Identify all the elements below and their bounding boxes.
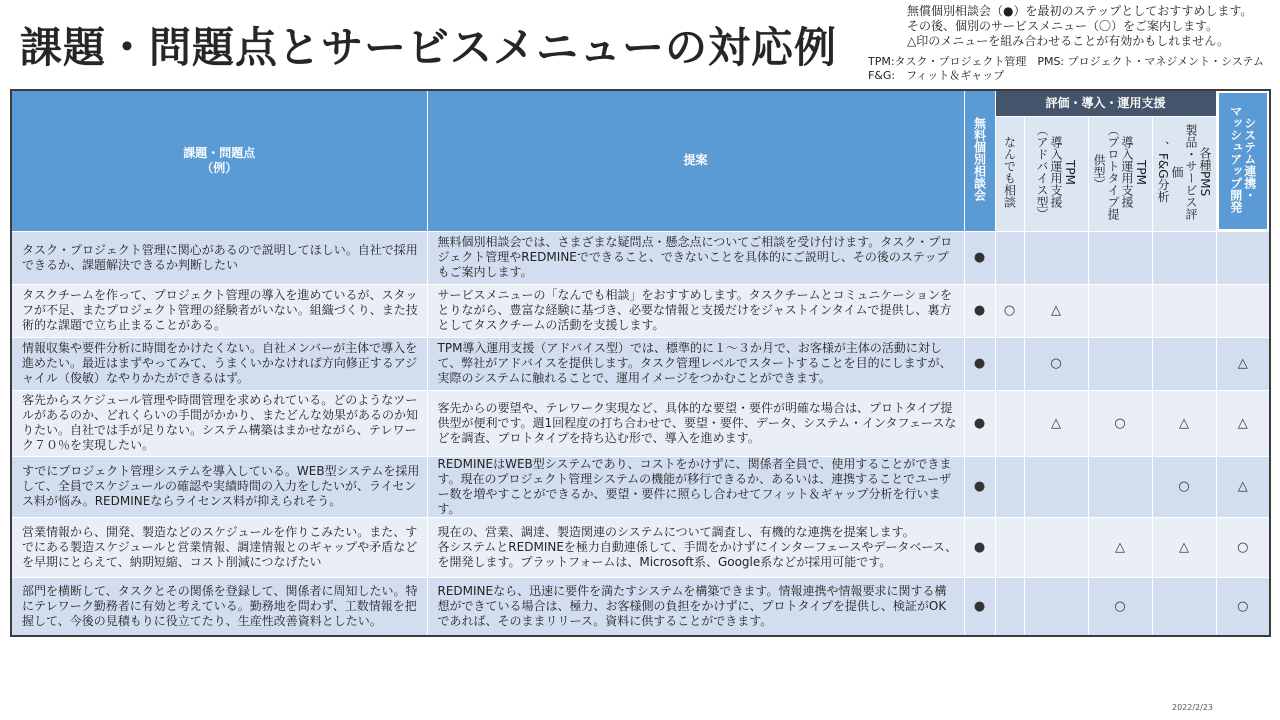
proposal-cell: 現在の、営業、調達、製造関連のシステムについて調査し、有機的な連携を提案します。 各システムとREDMINEを極力自動連係して、手間をかけずにインターフェースやデータベース、を開発します。プラットフォームは、Microsoft系、Google系などが採用可能です。 (427, 517, 964, 577)
header-sub-label: TPM (1063, 159, 1077, 185)
mark-system-integration: △ (1216, 390, 1270, 456)
issue-cell: 営業情報から、開発、製造などのスケジュールを作りこみたい。また、すでにある製造スケジュールと営業情報、調達情報とのギャップや矛盾などを早期にとらえて、納期短縮、コスト削減につなげたい (11, 517, 427, 577)
header-sub-label: TPM (1134, 159, 1148, 185)
mark-free-consultation: ● (964, 337, 995, 390)
mark-pms-evaluation: ○ (1152, 456, 1216, 517)
mark-tpm-prototype (1088, 456, 1152, 517)
mark-pms-evaluation (1152, 577, 1216, 636)
header-issue (11, 90, 427, 231)
mark-pms-evaluation (1152, 231, 1216, 284)
table-row (11, 231, 1270, 284)
abbreviation-note: F&G: フィット＆ギャップ (868, 69, 1005, 82)
mark-tpm-advice (1024, 577, 1088, 636)
table-row (11, 284, 1270, 337)
header-sub-label: 導入運用支援 (1049, 136, 1063, 208)
mark-anything-consult (995, 456, 1024, 517)
mark-tpm-prototype: ○ (1088, 577, 1152, 636)
header-sub-tpm-advice (1024, 116, 1088, 231)
table-row (11, 456, 1270, 517)
mark-tpm-advice: △ (1024, 284, 1088, 337)
header-sub-label: 各種PMS (1198, 147, 1212, 197)
table-row (11, 337, 1270, 390)
mark-anything-consult (995, 577, 1024, 636)
header-group-support: 評価・導入・運用支援 (995, 90, 1216, 116)
proposal-cell: サービスメニューの「なんでも相談」をおすすめします。タスクチームとコミュニケーションをとりながら、豊富な経験に基づき、必要な情報と支援だけをジャストインタイムで提供し、裏方としてタスクチームの活動を支援します。 (427, 284, 964, 337)
mark-free-consultation: ● (964, 456, 995, 517)
issue-cell: タスク・プロジェクト管理に関心があるので説明してほしい。自社で採用できるか、課題解決できるか判断したい (11, 231, 427, 284)
proposal-cell: REDMINEなら、迅速に要件を満たすシステムを構築できます。情報連携や情報要求に関する構想ができている場合は、極力、お客様側の負担をかけずに、プロトタイプを提供し、検証がOKであれば、そのままリリース。資料に供することができます。 (427, 577, 964, 636)
page-title: 課題・問題点とサービスメニューの対応例 (20, 23, 838, 72)
header-proposal-label: 提案 (683, 153, 708, 168)
mark-free-consultation: ● (964, 284, 995, 337)
abbreviation-note: TPM:タスク・プロジェクト管理 PMS: プロジェクト・マネジメント・システム (868, 55, 1264, 68)
header-sub-label: なんでも相談 (1002, 136, 1017, 208)
mark-system-integration: ○ (1216, 517, 1270, 577)
mark-tpm-prototype (1088, 231, 1152, 284)
proposal-cell: 客先からの要望や、テレワーク実現など、具体的な要望・要件が明確な場合は、プロトタイプ提供型が便利です。週1回程度の打ち合わせで、要望・要件、データ、システム・インタフェースなどを調査、プロトタイプを持ち込む形で、導入を進めます。 (427, 390, 964, 456)
header-sub-label: （プロトタイプ提 (1106, 124, 1120, 220)
mark-free-consultation: ● (964, 231, 995, 284)
mark-free-consultation: ● (964, 390, 995, 456)
legend-note-line: その後、個別のサービスメニュー（〇）をご案内します。 (907, 19, 1219, 33)
table-body (11, 231, 1270, 636)
header-row-top (11, 90, 1270, 116)
proposal-cell: TPM導入運用支援（アドバイス型）では、標準的に１～３か月で、お客様が主体の活動に対して、弊社がアドバイスを提供します。タスク管理レベルでスタートすることを目的にしますが、実際のシステムに触れることで、運用イメージをつかむことができます。 (427, 337, 964, 390)
legend-notes (907, 4, 1252, 49)
mark-anything-consult: ○ (995, 284, 1024, 337)
mark-anything-consult (995, 337, 1024, 390)
issue-cell: タスクチームを作って、プロジェクト管理の導入を進めているが、スタッフが不足、またプロジェクト管理の経験者がいない。組織づくり、また技術的な課題で立ち止まることがある。 (11, 284, 427, 337)
mark-system-integration: △ (1216, 456, 1270, 517)
mark-tpm-prototype: △ (1088, 517, 1152, 577)
legend-note-line: 無償個別相談会（●）を最初のステップとしておすすめします。 (907, 4, 1253, 18)
mark-tpm-prototype: ○ (1088, 390, 1152, 456)
footer-date: 2022/2/23 (1172, 703, 1214, 712)
mark-tpm-advice (1024, 517, 1088, 577)
issue-cell: 客先からスケジュール管理や時間管理を求められている。どのようなツールがあるのか、どれくらいの手間がかかり、またどんな効果があるのか知りたい。自社では手が足りない。システム構築はまかせながら、テレワーク７０％を実現したい。 (11, 390, 427, 456)
mark-tpm-prototype (1088, 284, 1152, 337)
proposal-cell: REDMINEはWEB型システムであり、コストをかけずに、関係者全員で、使用することができます。現在のプロジェクト管理システムの機能が移行できるか、あるいは、連携することでユーザー数を増やすことができるか、要望・要件に照らし合わせてフィット＆ギャップ分析を行います。 (427, 456, 964, 517)
mark-system-integration: △ (1216, 337, 1270, 390)
header-sub-label: 供型） (1092, 154, 1106, 190)
header-issue-sublabel: （例） (201, 160, 238, 175)
mark-free-consultation: ● (964, 577, 995, 636)
header-sub-label: 導入運用支援 (1120, 136, 1134, 208)
header-issue-label: 課題・問題点 (183, 145, 256, 160)
header-proposal (427, 90, 964, 231)
mark-tpm-advice (1024, 456, 1088, 517)
mark-pms-evaluation: △ (1152, 517, 1216, 577)
header-sub-anything-consult (995, 116, 1024, 231)
mark-tpm-prototype (1088, 337, 1152, 390)
header-sub-label: 、F&G分析 (1156, 141, 1170, 203)
mark-pms-evaluation (1152, 337, 1216, 390)
legend-note-line: △印のメニューを組み合わせることが有効かもしれません。 (907, 34, 1229, 48)
service-matrix-table (10, 89, 1271, 637)
header-sub-label: （アドバイス型） (1035, 124, 1049, 220)
issue-cell: 部門を横断して、タスクとその関係を登録して、関係者に周知したい。特にテレワーク勤務者に有効と考えている。勤務地を問わず、工数情報を把握して、今後の見積もりに役立てたり、生産性改善資料としたい。 (11, 577, 427, 636)
mark-system-integration (1216, 231, 1270, 284)
header-system-integration (1216, 90, 1270, 231)
header-system-integration-label: マッシュアップ開発 (1228, 104, 1243, 213)
header-sub-label: 価 (1170, 166, 1184, 178)
mark-system-integration: ○ (1216, 577, 1270, 636)
mark-system-integration (1216, 284, 1270, 337)
header-free-consultation (964, 90, 995, 231)
header-system-integration-label: システム連携・ (1242, 116, 1257, 201)
mark-anything-consult (995, 390, 1024, 456)
issue-cell: 情報収集や要件分析に時間をかけたくない。自社メンバーが主体で導入を進めたい。最近はまずやってみて、うまくいかなければ方向修正するアジャイル（俊敏）なやりかたができるはず。 (11, 337, 427, 390)
table-row (11, 517, 1270, 577)
mark-tpm-advice: ○ (1024, 337, 1088, 390)
mark-pms-evaluation (1152, 284, 1216, 337)
mark-anything-consult (995, 517, 1024, 577)
issue-cell: すでにプロジェクト管理システムを導入している。WEB型システムを採用して、全員でスケジュールの確認や実績時間の入力をしたいが、ライセンス料が悩み。REDMINEならライセンス料が抑えられそう。 (11, 456, 427, 517)
table-row (11, 390, 1270, 456)
mark-tpm-advice: △ (1024, 390, 1088, 456)
header-sub-pms-evaluation (1152, 116, 1216, 231)
mark-anything-consult (995, 231, 1024, 284)
proposal-cell: 無料個別相談会では、さまざまな疑問点・懸念点についてご相談を受け付けます。タスク・プロジェクト管理やREDMINEでできること、できないことを具体的にご説明し、その後のステップもご案内します。 (427, 231, 964, 284)
header-sub-tpm-prototype (1088, 116, 1152, 231)
abbreviation-notes (868, 55, 1264, 83)
mark-tpm-advice (1024, 231, 1088, 284)
mark-free-consultation: ● (964, 517, 995, 577)
header-sub-label: 製品・サービス評 (1184, 124, 1198, 220)
header-free-consultation-label: 無料個別相談会 (972, 116, 987, 201)
table-row (11, 577, 1270, 636)
mark-pms-evaluation: △ (1152, 390, 1216, 456)
